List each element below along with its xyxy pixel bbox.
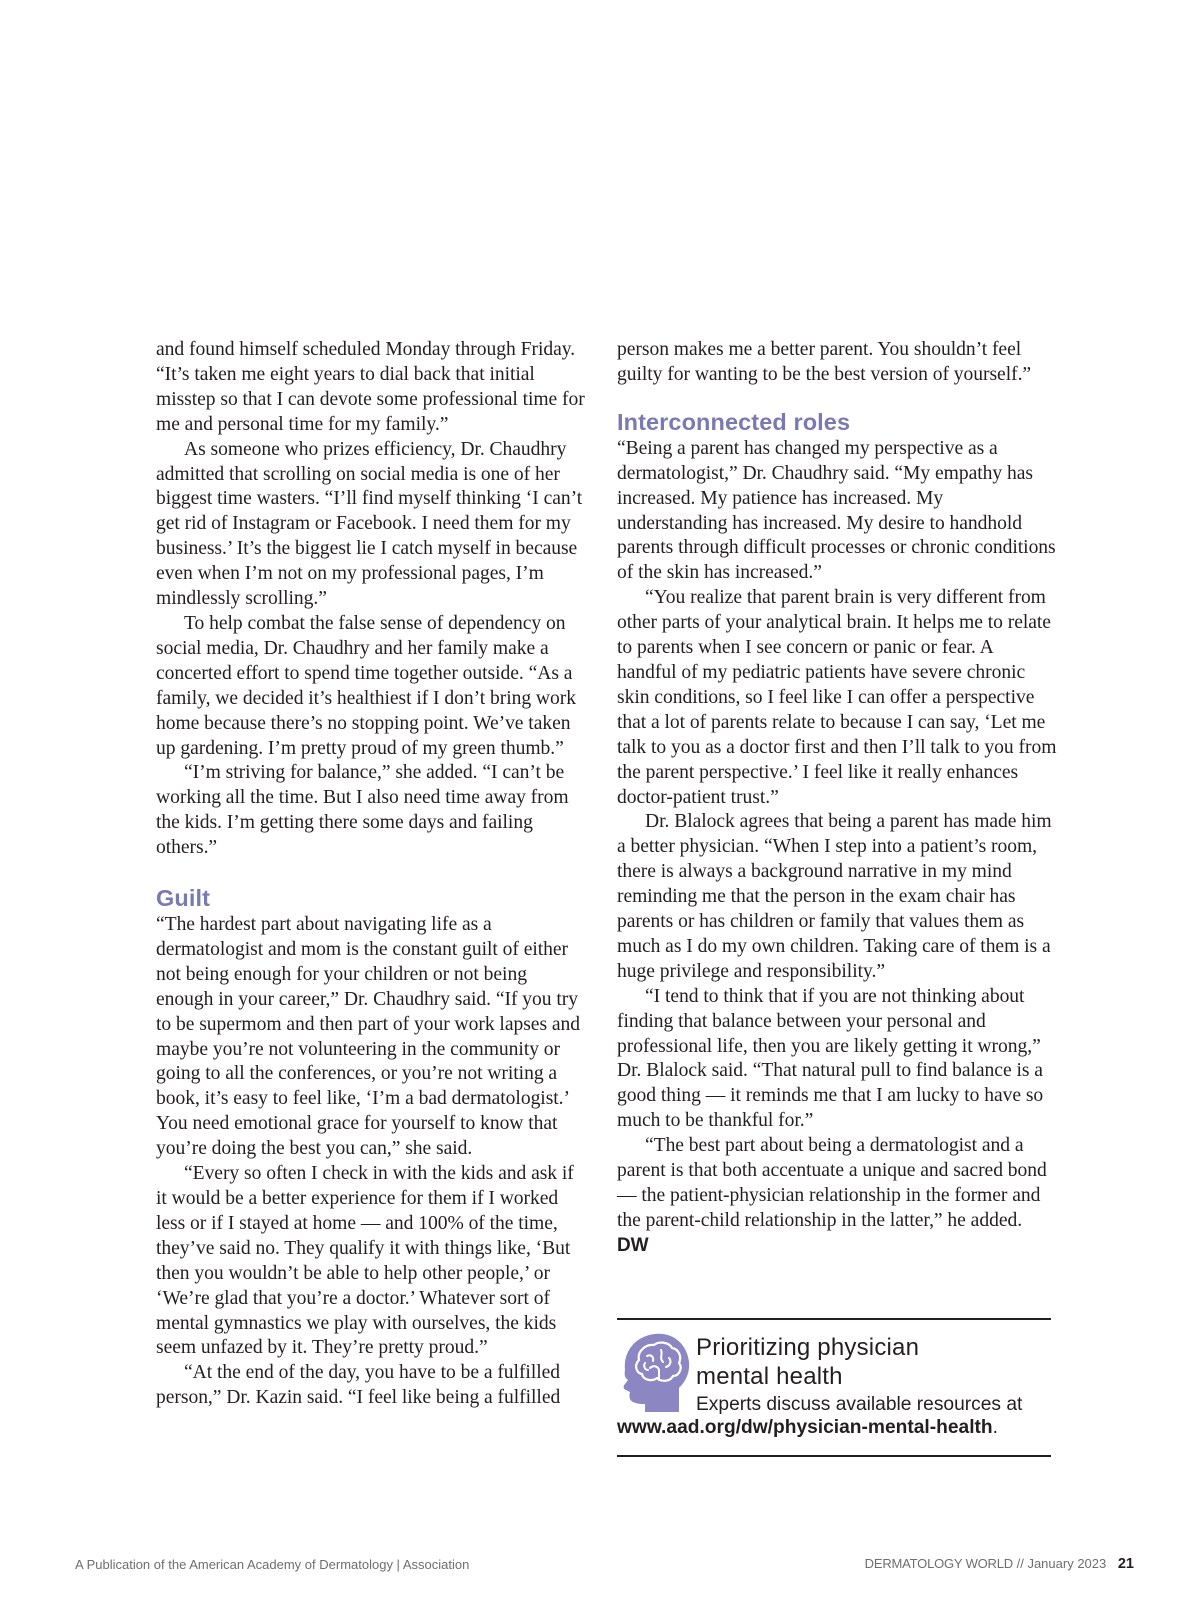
body-paragraph: To help combat the false sense of dependency on social media, Dr. Chaudhry and her family make a concerted effort to spend time together outside. “As a family, we decided it’s healthiest if I don’t bring work home because there’s no stopping point. We’ve taken up gardening. I’m pretty proud of my green thumb.” <box>156 612 576 759</box>
right-column <box>617 338 1057 1259</box>
callout-title-line: Prioritizing physician <box>696 1334 920 1361</box>
body-paragraph: “The hardest part about navigating life as a dermatologist and mom is the constant guilt of either not being enough for your children or not being enough in your career,” Dr. Chaudhry said. “If you try to be supermom and then part of your work lapses and maybe you’re not volunteering in the community or going to all the conferences, or you’re not writing a book, it’s easy to feel like, ‘I’m a bad dermatologist.’ You need emotional grace for yourself to know that you’re doing the best you can,” she said. <box>156 914 581 1160</box>
body-paragraph: “Every so often I check in with the kids and ask if it would be a better experience for them if I worked less or if I stayed at home — and 100% of the time, they’ve said no. They qualify it with things like, ‘But then you wouldn’t be able to help other people,’ or ‘We’re glad that you’re a doctor.’ Whatever sort of mental gymnastics we play with ourselves, the kids seem unfazed by it. They’re pretty proud.” <box>156 1163 574 1359</box>
head-brain-icon <box>617 1330 693 1414</box>
body-paragraph-last <box>617 1134 1057 1259</box>
callout-title <box>696 1333 919 1391</box>
page-number: 21 <box>1117 1556 1134 1572</box>
link-period: . <box>992 1417 998 1438</box>
mental-health-link[interactable]: www.aad.org/dw/physician-mental-health <box>617 1417 993 1438</box>
issue-date: January 2023 <box>1027 1556 1107 1571</box>
left-column <box>156 338 586 1411</box>
body-paragraph: “You realize that parent brain is very different from other parts of your analytical brain. It helps me to relate to parents when I see concern or panic or fear. A handful of my pediatric patients have severe chronic skin conditions, so I feel like I can offer a perspective that a lot of parents relate to because I can say, ‘Let me talk to you as a doctor first and then I’ll talk to you from the parent perspective.’ I feel like it really enhances doctor-patient trust.” <box>617 587 1057 808</box>
body-paragraph: and found himself scheduled Monday through Friday. “It’s taken me eight years to dial back that initial misstep so that I can devote some professional time for me and personal time for my family.” <box>156 339 585 435</box>
body-paragraph: Dr. Blalock agrees that being a parent has made him a better physician. “When I step into a patient’s room, there is always a background narrative in my mind reminding me that the person in the exam chair has parents or has children or family that values them as much as I do my own children. Taking care of them is a huge privilege and responsibility.” <box>617 811 1052 982</box>
section-heading-guilt: Guilt <box>156 885 211 912</box>
last-paragraph-text: “The best part about being a dermatologist and a parent is that both accentuate a unique and sacred bond — the patient-physician relationship in the former and the parent-child relationship in the latter,” he added. <box>617 1135 1047 1231</box>
mental-health-callout <box>617 1318 1051 1457</box>
footer-issue-info <box>865 1556 1134 1572</box>
footer-separator: // <box>1016 1556 1024 1571</box>
end-mark: DW <box>617 1234 649 1256</box>
body-paragraph: “I’m striving for balance,” she added. “I can’t be working all the time. But I also need time away from the kids. I’m getting there some days and failing others.” <box>156 762 569 859</box>
body-paragraph: As someone who prizes efficiency, Dr. Chaudhry admitted that scrolling on social media is one of her biggest time wasters. “I’ll find myself thinking ‘I can’t get rid of Instagram or Facebook. I need them for my business.’ It’s the biggest lie I catch myself in because even when I’m not on my professional pages, I’m mindlessly scrolling.” <box>156 438 583 610</box>
callout-title-line: mental health <box>696 1363 843 1390</box>
body-paragraph: “At the end of the day, you have to be a fulfilled person,” Dr. Kazin said. “I feel like being a fulfilled <box>156 1362 561 1409</box>
section-heading-interconnected-roles: Interconnected roles <box>617 408 851 435</box>
callout-description: Experts discuss available resources at <box>696 1394 1023 1415</box>
body-paragraph: “Being a parent has changed my perspective as a dermatologist,” Dr. Chaudhry said. “My empathy has increased. My patience has increased. My understanding has increased. My desire to handhold parents through difficult processes or chronic conditions of the skin has increased.” <box>617 437 1056 584</box>
callout-link-line <box>617 1417 998 1439</box>
magazine-name: DERMATOLOGY WORLD <box>864 1556 1013 1571</box>
footer-publisher: A Publication of the American Academy of Dermatology | Association <box>75 1557 470 1572</box>
body-paragraph: “I tend to think that if you are not thinking about finding that balance between your personal and professional life, then you are likely getting it wrong,” Dr. Blalock said. “That natural pull to find balance is a good thing — it reminds me that I am lucky to have so much to be thankful for.” <box>617 985 1044 1132</box>
body-paragraph: person makes me a better parent. You shouldn’t feel guilty for wanting to be the best version of yourself.” <box>617 339 1032 385</box>
